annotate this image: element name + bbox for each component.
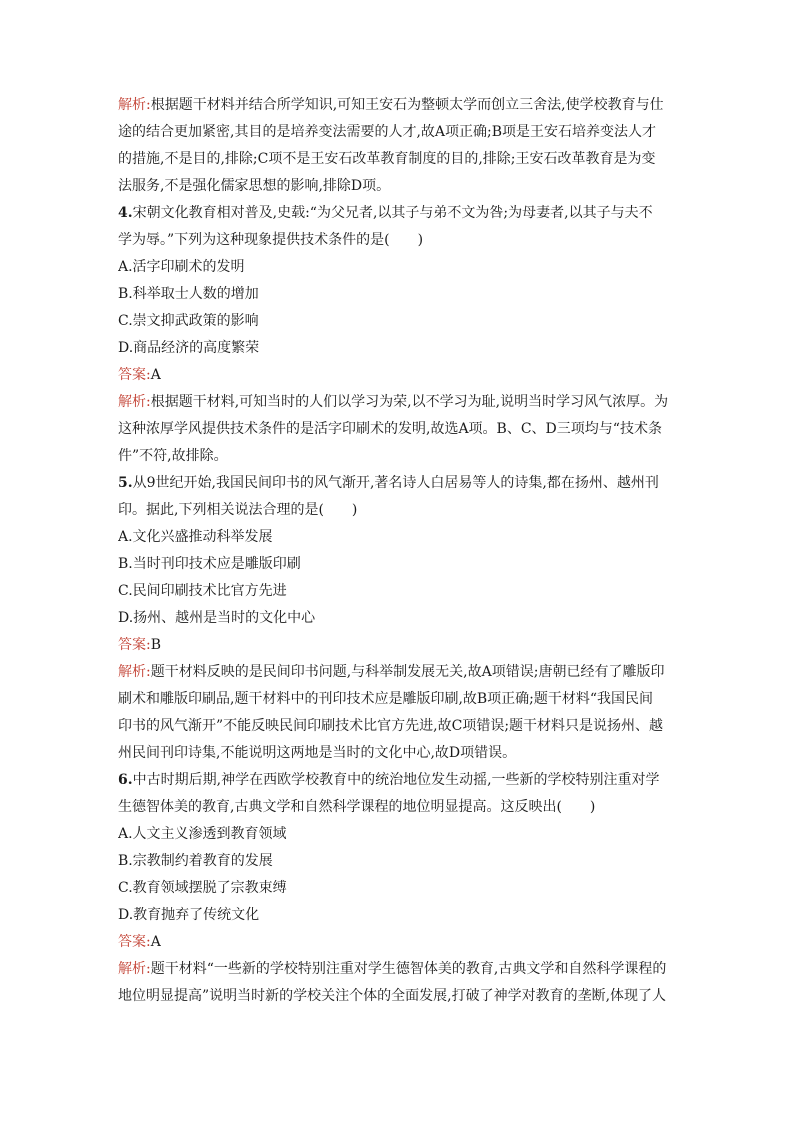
analysis-line: 印书的风气渐开”不能反映民间印刷技术比官方先进,故C项错误;题干材料只是说扬州、越 (118, 718, 664, 734)
analysis-line: 地位明显提高”说明当时新的学校关注个体的全面发展,打破了神学对教育的垄断,体现了人 (118, 988, 667, 1004)
analysis-line: 解析:题干材料反映的是民间印书问题,与科举制发展无关,故A项错误;唐朝已经有了雕版印 (118, 664, 665, 680)
answer-line (118, 929, 678, 956)
analysis-line: 刷术和雕版印刷品,题干材料中的刊印技术应是雕版印刷,故B项正确;题干材料“我国民间 (118, 691, 654, 707)
question-number: 6. (118, 772, 133, 788)
question-4-stem-line: 学为辱。”下列为这种现象提供技术条件的是( ) (118, 232, 424, 248)
document-page (118, 92, 678, 1010)
analysis-line: 件”不符,故排除。 (118, 448, 228, 464)
option-c: C.教育领域摆脱了宗教束缚 (118, 880, 287, 896)
analysis-label: 解析: (118, 664, 151, 680)
question-4-stem: 4.宋朝文化教育相对普及,史载:“为父兄者,以其子与弟不文为咎;为母妻者,以其子与夫不 (118, 205, 653, 221)
answer-line (118, 632, 678, 659)
analysis-line: 的措施,不是目的,排除;C项不是王安石改革教育制度的目的,排除;王安石改革教育是为变 (118, 151, 656, 167)
analysis-line: 这种浓厚学风提供技术条件的是活字印刷术的发明,故选A项。B、C、D三项均与“技术条 (118, 421, 662, 437)
answer-label: 答案: (118, 934, 151, 950)
analysis-label: 解析: (118, 961, 151, 977)
option-a: A.活字印刷术的发明 (118, 259, 245, 275)
option-a: A.人文主义渗透到教育领域 (118, 826, 287, 842)
answer-value: A (150, 367, 161, 383)
answer-value: A (150, 934, 161, 950)
question-5-stem-line: 印。据此,下列相关说法合理的是( ) (118, 502, 358, 518)
analysis-line: 州民间刊印诗集,不能说明这两地是当时的文化中心,故D项错误。 (118, 745, 517, 761)
answer-label: 答案: (118, 637, 151, 653)
option-a: A.文化兴盛推动科举发展 (118, 529, 273, 545)
analysis-label: 解析: (118, 97, 151, 113)
analysis-line: 解析:根据题干材料,可知当时的人们以学习为荣,以不学习为耻,说明当时学习风气浓厚。为 (118, 394, 669, 410)
analysis-line: 法服务,不是强化儒家思想的影响,排除D项。 (118, 178, 391, 194)
option-b: B.宗教制约着教育的发展 (118, 853, 273, 869)
option-c: C.民间印刷技术比官方先进 (118, 583, 287, 599)
option-d: D.教育抛弃了传统文化 (118, 907, 260, 923)
question-number: 4. (118, 205, 133, 221)
analysis-label: 解析: (118, 394, 151, 410)
option-d: D.商品经济的高度繁荣 (118, 340, 260, 356)
option-d: D.扬州、越州是当时的文化中心 (118, 610, 316, 626)
answer-value: B (150, 637, 162, 653)
analysis-line: 解析:题干材料“一些新的学校特别注重对学生德智体美的教育,古典文学和自然科学课程的 (118, 961, 667, 977)
option-b: B.科举取士人数的增加 (118, 286, 259, 302)
question-6-stem: 6.中古时期后期,神学在西欧学校教育中的统治地位发生动摇,一些新的学校特别注重对学 (118, 772, 660, 788)
option-c: C.崇文抑武政策的影响 (118, 313, 259, 329)
question-5-stem: 5.从9世纪开始,我国民间印书的风气渐开,著名诗人白居易等人的诗集,都在扬州、越州刊 (118, 475, 659, 491)
analysis-line: 解析:根据题干材料并结合所学知识,可知王安石为整顿太学而创立三舍法,使学校教育与仕 (118, 97, 664, 113)
question-number: 5. (118, 475, 133, 491)
answer-label: 答案: (118, 367, 151, 383)
answer-line (118, 362, 678, 389)
question-6-stem-line: 生德智体美的教育,古典文学和自然科学课程的地位明显提高。这反映出( ) (118, 799, 596, 815)
option-b: B.当时刊印技术应是雕版印刷 (118, 556, 301, 572)
analysis-line: 途的结合更加紧密,其目的是培养变法需要的人才,故A项正确;B项是王安石培养变法人才 (118, 124, 657, 140)
